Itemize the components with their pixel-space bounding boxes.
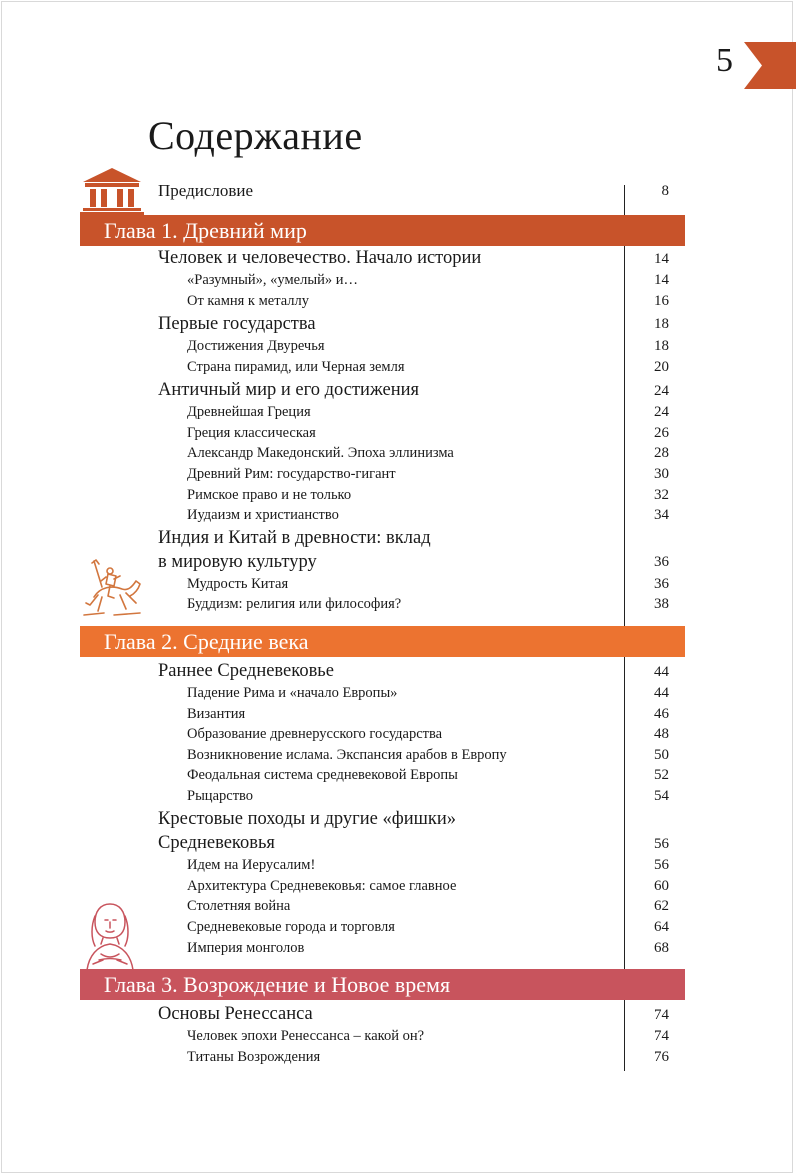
toc-page: 14 <box>654 251 669 267</box>
toc-page: 34 <box>654 507 669 523</box>
knight-on-horse-illustration <box>80 557 146 619</box>
toc-subsection[interactable]: Буддизм: религия или философия? <box>187 596 402 612</box>
toc-subsection[interactable]: Древнейшая Греция <box>187 404 311 420</box>
toc-page: 56 <box>654 836 669 852</box>
toc-page: 52 <box>654 767 669 783</box>
toc-page: 20 <box>654 359 669 375</box>
page-number: 5 <box>716 42 733 79</box>
toc-subsection[interactable]: Византия <box>187 706 246 722</box>
toc-page: 48 <box>654 726 669 742</box>
toc-page: 68 <box>654 940 669 956</box>
toc-section[interactable]: Первые государства <box>158 314 316 334</box>
toc-section-continued[interactable]: в мировую культуру <box>158 552 317 572</box>
toc-subsection[interactable]: Александр Македонский. Эпоха эллинизма <box>187 445 454 461</box>
toc-page: 44 <box>654 685 669 701</box>
toc-page: 30 <box>654 466 669 482</box>
toc-section[interactable]: Античный мир и его достижения <box>158 380 420 400</box>
chapter-heading[interactable]: Глава 3. Возрождение и Новое время <box>80 969 685 1000</box>
toc-page: 32 <box>654 487 669 503</box>
toc-subsection[interactable]: Греция классическая <box>187 425 316 441</box>
toc-subsection[interactable]: Средневековые города и торговля <box>187 919 395 935</box>
toc-page: 62 <box>654 898 669 914</box>
toc-page: 50 <box>654 747 669 763</box>
toc-subsection[interactable]: От камня к металлу <box>187 293 310 309</box>
toc-page: 64 <box>654 919 669 935</box>
chapter-heading[interactable]: Глава 1. Древний мир <box>80 215 685 246</box>
toc-subsection[interactable]: Столетняя война <box>187 898 291 914</box>
temple-icon <box>79 166 145 216</box>
toc-subsection[interactable]: Империя монголов <box>187 940 305 956</box>
page-title: Содержание <box>148 113 363 158</box>
toc-page: 26 <box>654 425 669 441</box>
toc-page: 24 <box>654 383 669 399</box>
chapter-heading[interactable]: Глава 2. Средние века <box>80 626 685 657</box>
toc-page: 36 <box>654 554 669 570</box>
toc-page: 24 <box>654 404 669 420</box>
toc-section[interactable]: Основы Ренессанса <box>158 1004 313 1024</box>
toc-subsection[interactable]: Феодальная система средневековой Европы <box>187 767 458 783</box>
toc-subsection[interactable]: Римское право и не только <box>187 487 352 503</box>
toc-page: 46 <box>654 706 669 722</box>
toc-subsection[interactable]: Человек эпохи Ренессанса – какой он? <box>187 1028 425 1044</box>
toc-subsection[interactable]: Архитектура Средневековья: самое главное <box>187 878 457 894</box>
toc-section[interactable]: Раннее Средневековье <box>158 661 334 681</box>
toc-section-continued[interactable]: Средневековья <box>158 833 275 853</box>
toc-page: 54 <box>654 788 669 804</box>
toc-subsection[interactable]: Достижения Двуречья <box>187 338 325 354</box>
toc-subsection[interactable]: Падение Рима и «начало Европы» <box>187 685 398 701</box>
toc-page: 36 <box>654 576 669 592</box>
toc-page: 38 <box>654 596 669 612</box>
toc-subsection[interactable]: Образование древнерусского государства <box>187 726 443 742</box>
toc-page: 18 <box>654 316 669 332</box>
toc-page: 56 <box>654 857 669 873</box>
toc-subsection[interactable]: Страна пирамид, или Черная земля <box>187 359 405 375</box>
toc-subsection[interactable]: Рыцарство <box>187 788 254 804</box>
toc-page: 18 <box>654 338 669 354</box>
toc-page: 44 <box>654 664 669 680</box>
toc-subsection[interactable]: Титаны Возрождения <box>187 1049 321 1065</box>
toc-subsection[interactable]: «Разумный», «умелый» и… <box>187 272 358 288</box>
toc-page: 76 <box>654 1049 669 1065</box>
toc-subsection[interactable]: Идем на Иерусалим! <box>187 857 316 873</box>
preface-page: 8 <box>661 183 669 199</box>
preface-label: Предисловие <box>158 181 254 200</box>
mona-lisa-illustration <box>79 900 141 970</box>
toc-section[interactable]: Человек и человечество. Начало истории <box>158 248 482 268</box>
toc-page: 74 <box>654 1007 669 1023</box>
toc-subsection[interactable]: Древний Рим: государство-гигант <box>187 466 396 482</box>
toc-page: 74 <box>654 1028 669 1044</box>
toc-subsection[interactable]: Возникновение ислама. Экспансия арабов в Европу <box>187 747 507 763</box>
toc-page: 14 <box>654 272 669 288</box>
toc-page: 28 <box>654 445 669 461</box>
toc-section[interactable]: Крестовые походы и другие «фишки» <box>158 809 457 829</box>
toc-page: 16 <box>654 293 669 309</box>
toc-section[interactable]: Индия и Китай в древности: вклад <box>158 528 431 548</box>
toc-subsection[interactable]: Мудрость Китая <box>187 576 289 592</box>
preface-entry[interactable] <box>158 181 253 201</box>
toc-subsection[interactable]: Иудаизм и христианство <box>187 507 339 523</box>
toc-page: 60 <box>654 878 669 894</box>
